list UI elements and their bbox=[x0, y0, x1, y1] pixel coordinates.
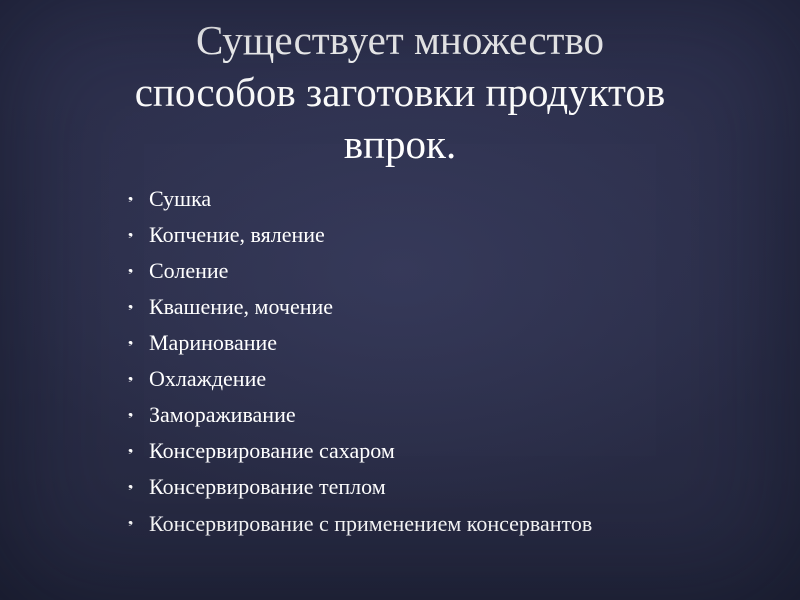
quote-bullet-icon: ❟ bbox=[128, 295, 134, 310]
quote-bullet-icon: ❟ bbox=[128, 187, 134, 202]
list-item-text: Квашение, мочение bbox=[149, 294, 334, 319]
list-item-text: Копчение, вяление bbox=[149, 222, 325, 247]
list-item bbox=[128, 472, 748, 502]
preservation-methods-list bbox=[128, 184, 748, 546]
quote-bullet-icon: ❟ bbox=[128, 331, 134, 346]
slide-title-line: способов заготовки продуктов bbox=[134, 69, 666, 115]
list-item-text: Маринование bbox=[149, 330, 278, 355]
quote-bullet-icon: ❟ bbox=[128, 367, 134, 382]
list-item bbox=[128, 184, 748, 214]
slide-title bbox=[40, 14, 760, 170]
list-item bbox=[128, 508, 748, 540]
list-item bbox=[128, 292, 748, 322]
list-item-text: Консервирование теплом bbox=[149, 474, 386, 499]
quote-bullet-icon: ❟ bbox=[128, 475, 134, 490]
list-item bbox=[128, 328, 748, 358]
slide-title-line: Существует множество bbox=[195, 17, 605, 63]
list-item-text: Замораживание bbox=[149, 402, 296, 427]
list-item-text: Консервирование сахаром bbox=[149, 438, 395, 463]
quote-bullet-icon: ❟ bbox=[128, 223, 134, 238]
quote-bullet-icon: ❟ bbox=[128, 439, 134, 454]
slide-title-line: впрок. bbox=[343, 121, 457, 167]
list-item-text: Сушка bbox=[149, 186, 212, 211]
list-item bbox=[128, 436, 748, 466]
list-item-text: Консервирование с применением консервантов bbox=[149, 511, 593, 536]
quote-bullet-icon: ❟ bbox=[128, 403, 134, 418]
list-item-text: Соление bbox=[149, 258, 229, 283]
list-item bbox=[128, 364, 748, 394]
list-item bbox=[128, 400, 748, 430]
list-item bbox=[128, 220, 748, 250]
quote-bullet-icon: ❟ bbox=[128, 511, 134, 526]
quote-bullet-icon: ❟ bbox=[128, 259, 134, 274]
list-item bbox=[128, 256, 748, 286]
list-item-text: Охлаждение bbox=[149, 366, 267, 391]
